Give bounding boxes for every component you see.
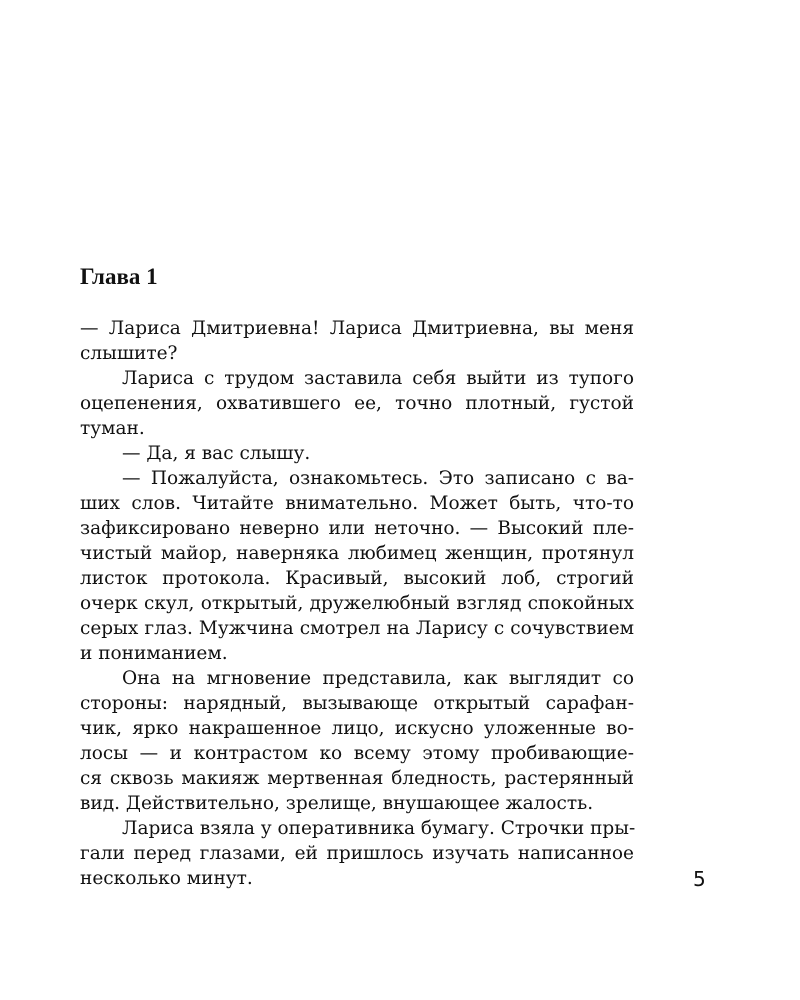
text-line: несколько минут.	[80, 868, 253, 889]
text-line: — Пожалуйста, ознакомьтесь. Это записано с ва-	[122, 468, 634, 489]
text-line: гали перед глазами, ей пришлось изучать написанное	[80, 843, 634, 864]
text-line: Лариса с трудом заставила себя выйти из тупого	[122, 368, 634, 389]
text-line: Лариса взяла у оперативника бумагу. Строчки пры-	[122, 818, 636, 839]
text-line: и пониманием.	[80, 643, 228, 664]
text-line: ся сквозь макияж мертвенная бледность, растерянный	[80, 768, 634, 789]
text-line: слышите?	[80, 343, 178, 364]
page-number: 5	[693, 867, 706, 891]
text-line: ших слов. Читайте внимательно. Может быть, что-то	[80, 493, 634, 514]
text-line: — Лариса Дмитриевна! Лариса Дмитриевна, вы меня	[80, 318, 634, 339]
text-line: Она на мгновение представила, как выглядит со	[122, 668, 634, 689]
text-line: серых глаз. Мужчина смотрел на Ларису с сочувствием	[80, 618, 634, 639]
text-line: чик, ярко накрашенное лицо, искусно уложенные во-	[80, 718, 634, 739]
text-line: — Да, я вас слышу.	[122, 443, 311, 464]
text-line: лосы — и контрастом ко всему этому пробивающие-	[80, 743, 634, 764]
text-line: листок протокола. Красивый, высокий лоб, строгий	[80, 568, 634, 589]
text-line: зафиксировано неверно или неточно. — Высокий пле-	[80, 518, 634, 539]
text-line: туман.	[80, 418, 145, 439]
text-line: оцепенения, охватившего ее, точно плотный, густой	[80, 393, 634, 414]
text-line: очерк скул, открытый, дружелюбный взгляд спокойных	[80, 593, 634, 614]
chapter-title: Глава 1	[80, 264, 158, 289]
chapter-text	[80, 316, 634, 891]
text-line: чистый майор, наверняка любимец женщин, протянул	[80, 543, 634, 564]
text-line: стороны: нарядный, вызывающе открытый сарафан-	[80, 693, 634, 714]
text-line: вид. Действительно, зрелище, внушающее жалость.	[80, 793, 594, 814]
